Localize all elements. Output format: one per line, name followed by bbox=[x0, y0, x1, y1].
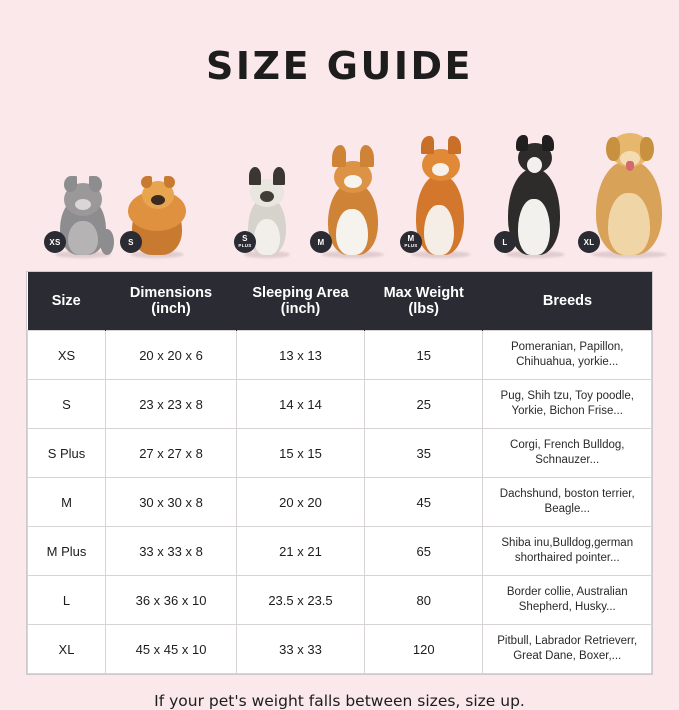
cell-size: M bbox=[28, 478, 106, 527]
cell-dimensions: 20 x 20 x 6 bbox=[106, 331, 237, 380]
pet-l-border-collie bbox=[498, 133, 572, 255]
cell-size: L bbox=[28, 576, 106, 625]
pet-m-corgi bbox=[314, 145, 392, 255]
column-header-dimensions-line1: Dimensions bbox=[129, 285, 213, 301]
cell-breeds: Border collie, Australian Shepherd, Husky... bbox=[483, 576, 652, 625]
cell-dimensions: 23 x 23 x 8 bbox=[106, 380, 237, 429]
column-header-sleeping-area-line1: Sleeping Area bbox=[252, 285, 349, 301]
golden-ear-right bbox=[640, 137, 654, 161]
column-header-breeds-line1: Breeds bbox=[542, 293, 593, 309]
pet-illustrations-row bbox=[26, 110, 653, 255]
pet-badge-label: XS bbox=[49, 237, 61, 247]
pet-xl-golden-retriever bbox=[582, 125, 676, 255]
cell-size: XS bbox=[28, 331, 106, 380]
pet-badge-m-plus bbox=[400, 231, 422, 253]
table-row bbox=[28, 380, 652, 429]
pet-s-plus-french-bulldog bbox=[238, 163, 296, 255]
table-row bbox=[28, 625, 652, 674]
column-header-sleeping-area bbox=[237, 272, 365, 331]
cell-sleeping-area: 20 x 20 bbox=[237, 478, 365, 527]
cell-size: M Plus bbox=[28, 527, 106, 576]
frenchie-chest bbox=[254, 219, 280, 255]
table-header-row bbox=[28, 272, 652, 331]
table-body bbox=[28, 331, 652, 674]
cell-sleeping-area: 33 x 33 bbox=[237, 625, 365, 674]
column-header-breeds bbox=[483, 272, 652, 331]
cell-max-weight: 25 bbox=[364, 380, 483, 429]
frenchie-muzzle bbox=[260, 191, 274, 202]
cell-size: S bbox=[28, 380, 106, 429]
golden-ear-left bbox=[606, 137, 620, 161]
cell-sleeping-area: 21 x 21 bbox=[237, 527, 365, 576]
pom-ear-left bbox=[141, 176, 152, 188]
cell-sleeping-area: 15 x 15 bbox=[237, 429, 365, 478]
cat-chest bbox=[68, 221, 98, 255]
shiba-chest bbox=[424, 205, 454, 255]
pet-badge-label: S bbox=[128, 237, 134, 247]
pet-badge-sublabel: PLUS bbox=[404, 243, 418, 248]
cell-dimensions: 30 x 30 x 8 bbox=[106, 478, 237, 527]
cell-max-weight: 35 bbox=[364, 429, 483, 478]
frenchie-ear-left bbox=[249, 167, 261, 185]
pet-badge-label: XL bbox=[583, 237, 595, 247]
pet-badge-xl bbox=[578, 231, 600, 253]
cell-max-weight: 120 bbox=[364, 625, 483, 674]
pet-m-plus-shiba-inu bbox=[404, 137, 478, 255]
cell-dimensions: 33 x 33 x 8 bbox=[106, 527, 237, 576]
cat-ear-left bbox=[64, 176, 77, 192]
cell-size: S Plus bbox=[28, 429, 106, 478]
shiba-ear-right bbox=[448, 136, 461, 154]
table-row bbox=[28, 576, 652, 625]
cell-dimensions: 45 x 45 x 10 bbox=[106, 625, 237, 674]
column-header-size bbox=[28, 272, 106, 331]
corgi-chest bbox=[336, 209, 368, 255]
cat-ear-right bbox=[89, 176, 102, 192]
table-row bbox=[28, 429, 652, 478]
shiba-ear-left bbox=[421, 136, 434, 154]
cell-dimensions: 36 x 36 x 10 bbox=[106, 576, 237, 625]
cell-sleeping-area: 23.5 x 23.5 bbox=[237, 576, 365, 625]
size-up-note: If your pet's weight falls between sizes, size up. bbox=[154, 692, 525, 710]
collie-ear-right bbox=[542, 135, 554, 151]
pom-ear-right bbox=[164, 176, 175, 188]
column-header-size-line1: Size bbox=[51, 293, 81, 309]
column-header-sleeping-area-line2: (inch) bbox=[280, 301, 321, 317]
page-title: SIZE GUIDE bbox=[206, 44, 473, 88]
column-header-max-weight bbox=[364, 272, 483, 331]
cell-max-weight: 80 bbox=[364, 576, 483, 625]
cat-muzzle bbox=[75, 199, 91, 210]
cell-breeds: Pitbull, Labrador Retrieverr, Great Dane, Boxer,... bbox=[483, 625, 652, 674]
cell-max-weight: 65 bbox=[364, 527, 483, 576]
pet-s-pomeranian bbox=[124, 171, 190, 255]
pet-badge-sublabel: PLUS bbox=[238, 243, 252, 248]
pom-muzzle bbox=[151, 195, 165, 205]
cell-breeds: Dachshund, boston terrier, Beagle... bbox=[483, 478, 652, 527]
table-row bbox=[28, 527, 652, 576]
cat-tail bbox=[100, 229, 114, 255]
pet-badge-m bbox=[310, 231, 332, 253]
pet-badge-s-plus bbox=[234, 231, 256, 253]
golden-tongue bbox=[626, 161, 634, 171]
table-row bbox=[28, 478, 652, 527]
corgi-ear-left bbox=[332, 145, 346, 167]
cell-breeds: Pug, Shih tzu, Toy poodle, Yorkie, Bichon Frise... bbox=[483, 380, 652, 429]
size-chart-table bbox=[27, 272, 652, 674]
column-header-dimensions bbox=[106, 272, 237, 331]
collie-ear-left bbox=[516, 135, 528, 151]
collie-chest bbox=[518, 199, 550, 255]
pet-xs-grey-cat bbox=[48, 177, 118, 255]
pet-badge-xs bbox=[44, 231, 66, 253]
cell-max-weight: 45 bbox=[364, 478, 483, 527]
frenchie-ear-right bbox=[273, 167, 285, 185]
corgi-ear-right bbox=[360, 145, 374, 167]
collie-muzzle bbox=[527, 157, 542, 173]
table-header bbox=[28, 272, 652, 331]
cell-breeds: Pomeranian, Papillon, Chihuahua, yorkie... bbox=[483, 331, 652, 380]
cell-dimensions: 27 x 27 x 8 bbox=[106, 429, 237, 478]
cell-sleeping-area: 14 x 14 bbox=[237, 380, 365, 429]
pet-badge-label: M bbox=[317, 237, 325, 247]
pet-badge-s bbox=[120, 231, 142, 253]
column-header-max-weight-line2: (lbs) bbox=[408, 301, 440, 317]
column-header-max-weight-line1: Max Weight bbox=[383, 285, 464, 301]
cell-breeds: Corgi, French Bulldog, Schnauzer... bbox=[483, 429, 652, 478]
cell-max-weight: 15 bbox=[364, 331, 483, 380]
column-header-dimensions-line2: (inch) bbox=[151, 301, 191, 317]
corgi-muzzle bbox=[344, 175, 362, 188]
pet-badge-label: M bbox=[407, 234, 415, 243]
cell-size: XL bbox=[28, 625, 106, 674]
pet-badge-label: S bbox=[242, 234, 248, 243]
shiba-muzzle bbox=[432, 163, 449, 176]
pet-badge-label: L bbox=[502, 237, 508, 247]
table-row bbox=[28, 331, 652, 380]
golden-chest bbox=[608, 193, 650, 255]
size-chart-table-wrapper bbox=[26, 271, 653, 675]
cell-sleeping-area: 13 x 13 bbox=[237, 331, 365, 380]
cell-breeds: Shiba inu,Bulldog,german shorthaired pointer... bbox=[483, 527, 652, 576]
pet-badge-l bbox=[494, 231, 516, 253]
